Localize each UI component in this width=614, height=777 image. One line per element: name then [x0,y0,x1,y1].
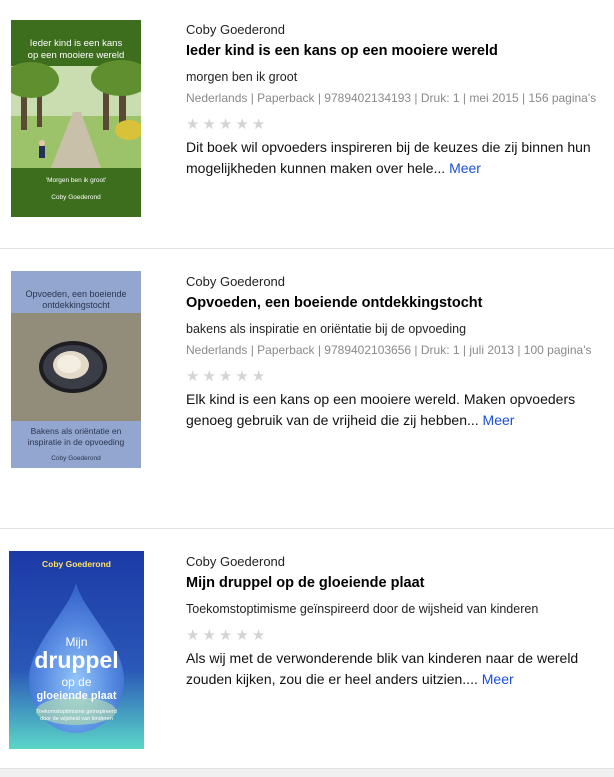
cover-author: Coby Goederond [42,559,111,569]
cover-title-line: ontdekkingstocht [42,300,110,310]
book-meta: Nederlands | Paperback | 9789402103656 | Druk: 1 | juli 2013 | 100 pagina's [186,343,592,357]
cover-title-word: druppel [34,647,119,673]
rating-stars [186,628,265,643]
cover-title [11,38,141,62]
star-icon: ★ [235,627,249,644]
book-cover[interactable] [11,271,141,468]
cover-tagline [9,709,144,723]
star-icon: ★ [202,627,216,644]
cover-tagline-line: Bakens als oriëntatie en [30,426,122,436]
book-cover[interactable] [11,20,141,217]
star-icon: ★ [202,368,216,385]
cover-title-line: Opvoeden, een boeiende [25,289,127,299]
book-author[interactable]: Coby Goederond [186,554,286,569]
star-icon: ★ [251,627,266,644]
book-list-item [0,249,614,528]
cover-tagline: 'Morgen ben ik groot' [45,177,107,184]
cover-tagline-line: door de wijsheid van kinderen [40,716,113,722]
book-title[interactable]: Mijn druppel op de gloeiende plaat [186,575,425,591]
star-icon: ★ [218,627,233,644]
cover-tagline [11,426,141,448]
more-link[interactable]: Meer [482,412,515,428]
book-title[interactable]: Opvoeden, een boeiende ontdekkingstocht [186,295,483,311]
star-icon: ★ [251,116,266,133]
more-link[interactable]: Meer [481,671,514,687]
book-cover[interactable] [9,551,144,749]
star-icon: ★ [186,627,200,644]
book-title[interactable]: Ieder kind is een kans op een mooiere wereld [186,43,498,59]
book-description [186,648,606,690]
star-icon: ★ [251,368,266,385]
rating-stars [186,117,265,132]
cover-title-word: op de [61,675,92,689]
star-icon: ★ [218,116,233,133]
star-icon: ★ [186,368,200,385]
book-info [186,554,606,714]
book-description [186,389,606,431]
book-subtitle: bakens als inspiratie en oriëntatie bij de opvoeding [186,322,467,336]
book-list-item [0,529,614,768]
book-author[interactable]: Coby Goederond [186,22,286,37]
cover-title-word: Mijn [65,635,88,649]
book-list-item [0,0,614,248]
star-icon: ★ [235,368,249,385]
cover-author: Coby Goederond [51,194,101,201]
cover-title [11,289,141,311]
book-description-text: Dit boek wil opvoeders inspireren bij de keuzes die zij binnen hun mogelijkheden kunnen maken over hele... [186,139,591,176]
cover-tagline-line: inspiratie in de opvoeding [27,437,125,447]
cover-author: Coby Goederond [51,455,101,462]
star-icon: ★ [186,116,200,133]
book-author[interactable]: Coby Goederond [186,274,286,289]
more-link[interactable]: Meer [449,160,481,176]
book-subtitle: morgen ben ik groot [186,70,298,84]
book-description [186,137,606,179]
cover-title-line: Ieder kind is een kans [29,38,123,49]
book-description-text: Elk kind is een kans op een mooiere wereld. Maken opvoeders genoeg gebruik van de vrijheid die zij hebben... [186,391,576,428]
star-icon: ★ [218,368,233,385]
cover-title-line: op een mooiere wereld [27,50,125,61]
cover-tagline-line: Toekomstoptimisme geïnspireerd [36,709,117,715]
cover-title-word: gloeiende plaat [36,690,117,702]
star-icon: ★ [235,116,249,133]
book-description-text: Als wij met de verwonderende blik van kinderen naar de wereld zouden kijken, zou die er heel anders uitzien.... [186,650,579,687]
rating-stars [186,369,265,384]
book-info [186,22,606,182]
book-meta: Nederlands | Paperback | 9789402134193 | Druk: 1 | mei 2015 | 156 pagina's [186,91,597,105]
star-icon: ★ [202,116,216,133]
book-info [186,274,606,434]
book-subtitle: Toekomstoptimisme geïnspireerd door de wijsheid van kinderen [186,602,539,616]
